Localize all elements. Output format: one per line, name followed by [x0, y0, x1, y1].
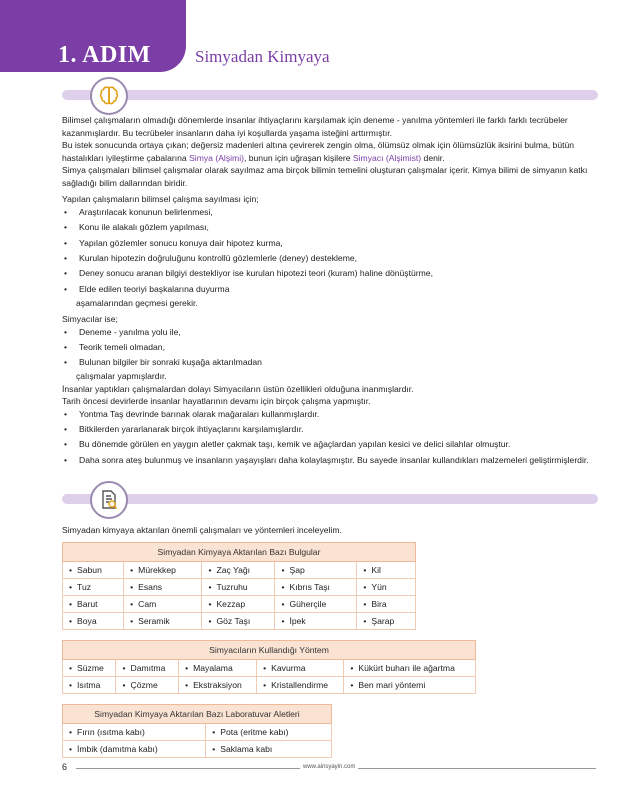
text: , bunun için uğraşan kişilere: [243, 152, 353, 163]
table-cell: • Mürekkep: [124, 562, 202, 579]
table-cell: • Tuzruhu: [202, 579, 275, 596]
table-cell: • Boya: [63, 613, 124, 630]
steps-continuation: aşamalarından geçmesi gerekir.: [76, 297, 198, 308]
alchemists-continuation: çalışmalar yapmışlardır.: [76, 371, 167, 382]
table-cell: • Ben mari yöntemi: [344, 677, 476, 694]
paragraph: İnsanlar yaptıkları çalışmalardan dolayı Simyacıların üstün özellikleri olduğuna inanmışlardır.: [62, 383, 414, 394]
table-cell: • Cam: [124, 596, 202, 613]
methods-table: [62, 640, 476, 694]
table-row: [63, 660, 476, 677]
list-item: • Konu ile alakalı gözlem yapılması,: [62, 220, 600, 235]
table-cell: • Damıtma: [116, 660, 179, 677]
table-cell: • Kavurma: [257, 660, 344, 677]
brain-icon: [90, 77, 128, 115]
table-row: [63, 596, 416, 613]
table-cell: • Güherçile: [275, 596, 357, 613]
lab-tools-table-title: Simyadan Kimyaya Aktarılan Bazı Laboratuvar Aletleri: [63, 705, 332, 724]
section-bar-1: [62, 90, 598, 100]
list-item: • Yapılan gözlemler sonucu konuya dair hipotez kurma,: [62, 236, 600, 251]
list-item: • Deneme - yanılma yolu ile,: [62, 325, 600, 340]
keyword-simyaci: Simyacı (Alşimist): [352, 152, 422, 163]
steps-intro: Yapılan çalışmaların bilimsel çalışma sayılması için;: [62, 193, 259, 204]
footer-url: www.ainsyayin.com: [300, 764, 358, 770]
table-cell: • Fırın (ısıtma kabı): [63, 724, 206, 741]
alchemists-intro: Simyacılar ise;: [62, 313, 118, 324]
list-item: • Deney sonucu aranan bilgiyi destekliyor ise kurulan hipotezi teori (kuram) haline dönüştürme,: [62, 266, 600, 281]
table-cell: • İmbik (damıtma kabı): [63, 741, 206, 758]
table-cell: • Barut: [63, 596, 124, 613]
page-subtitle: Simyadan Kimyaya: [195, 47, 330, 66]
table-cell: • Çözme: [116, 677, 179, 694]
document-search-icon: [90, 481, 128, 519]
paragraph: Bilimsel çalışmaların olmadığı dönemlerde insanlar ihtiyaçlarını karşılamak için deneme - yanılma yöntemleri ile farklı farklı tecrübeler kazanmışlardır. Bu tecrübeler insanların daha iyi koşullarda yaşama isteğini arttırmıştır.: [62, 115, 568, 138]
table-cell: • Süzme: [63, 660, 116, 677]
history-list: [62, 408, 600, 467]
table-cell: • Pota (eritme kabı): [206, 724, 332, 741]
table-cell: • Mayalama: [179, 660, 257, 677]
findings-table-title: Simyadan Kimyaya Aktarılan Bazı Bulgular: [63, 543, 416, 562]
table-cell: • Yün: [357, 579, 416, 596]
paragraph: Simya çalışmaları bilimsel çalışmalar olarak sayılmaz ama birçok bilimin temelini oluşturan çalışmalar içerir. Kimya bilimi de simyanın katkı sağladığı bilim dallarından biridir.: [62, 165, 588, 188]
table-row: [63, 724, 332, 741]
lab-tools-table: [62, 704, 332, 758]
paragraph: [62, 139, 600, 164]
paragraph: Tarih öncesi devirlerde insanlar hayatlarının devamı için birçok çalışma yapmıştır.: [62, 396, 371, 407]
table-cell: • Saklama kabı: [206, 741, 332, 758]
table-cell: • Kıbrıs Taşı: [275, 579, 357, 596]
page-number: 6: [62, 762, 68, 772]
list-item: • Kurulan hipotezin doğruluğunu kontrollü gözlemlerle (deney) destekleme,: [62, 251, 600, 266]
section1-text: [62, 114, 600, 467]
table-cell: • Bira: [357, 596, 416, 613]
step-title: 1. ADIM: [58, 42, 151, 68]
list-item: • Bitkilerden yararlanarak birçok ihtiyaçlarını karşılamışlardır.: [62, 423, 600, 436]
table-cell: • Kükürt buharı ile ağartma: [344, 660, 476, 677]
list-item: • Bu dönemde görülen en yaygın aletler çakmak taşı, kemik ve ağaçlardan yapılan kesici ve delici silahlar olmuştur.: [62, 438, 600, 451]
table-cell: • Şarap: [357, 613, 416, 630]
table-cell: • Kil: [357, 562, 416, 579]
table-cell: • Seramik: [124, 613, 202, 630]
table-row: [63, 562, 416, 579]
list-item: • Yontma Taş devrinde barınak olarak mağaraları kullanmışlardır.: [62, 408, 600, 421]
table-cell: • Kristallendirme: [257, 677, 344, 694]
list-item: • Teorik temeli olmadan,: [62, 340, 600, 355]
alchemists-list: [62, 325, 600, 370]
methods-table-title: Simyacıların Kullandığı Yöntem: [63, 641, 476, 660]
table-cell: • Esans: [124, 579, 202, 596]
table-cell: • Isıtma: [63, 677, 116, 694]
list-item: • Araştırılacak konunun belirlenmesi,: [62, 205, 600, 220]
list-item: • Daha sonra ateş bulunmuş ve insanların yaşayışları daha kolaylaşmıştır. Bu sayede insanlar kullandıkları malzemeleri geliştirmişlerdir.: [62, 454, 600, 467]
text: denir.: [421, 152, 445, 163]
table-cell: • Şap: [275, 562, 357, 579]
table-cell: • İpek: [275, 613, 357, 630]
text: Bu istek sonucunda ortaya çıkan; değersiz madenleri altına çevirerek zengin olma, ölümsüz olmak için ölümsüzlük iksirini bulma, bütün hastalıkları iyileştirme çabalarına: [62, 140, 575, 163]
table-cell: • Sabun: [63, 562, 124, 579]
findings-table: [62, 542, 416, 630]
steps-list: [62, 205, 600, 297]
table-row: [63, 741, 332, 758]
list-item: • Elde edilen teoriyi başkalarına duyurma: [62, 282, 600, 297]
list-item: • Bulunan bilgiler bir sonraki kuşağa aktarılmadan: [62, 355, 600, 370]
section2-intro: Simyadan kimyaya aktarılan önemli çalışmaları ve yöntemleri inceleyelim.: [62, 525, 342, 535]
keyword-simya: Simya (Alşimi): [189, 152, 244, 163]
table-cell: • Kezzap: [202, 596, 275, 613]
table-cell: • Tuz: [63, 579, 124, 596]
section-bar-2: [62, 494, 598, 504]
table-cell: • Ekstraksiyon: [179, 677, 257, 694]
table-row: [63, 677, 476, 694]
table-cell: • Zaç Yağı: [202, 562, 275, 579]
table-row: [63, 613, 416, 630]
table-cell: • Göz Taşı: [202, 613, 275, 630]
table-row: [63, 579, 416, 596]
